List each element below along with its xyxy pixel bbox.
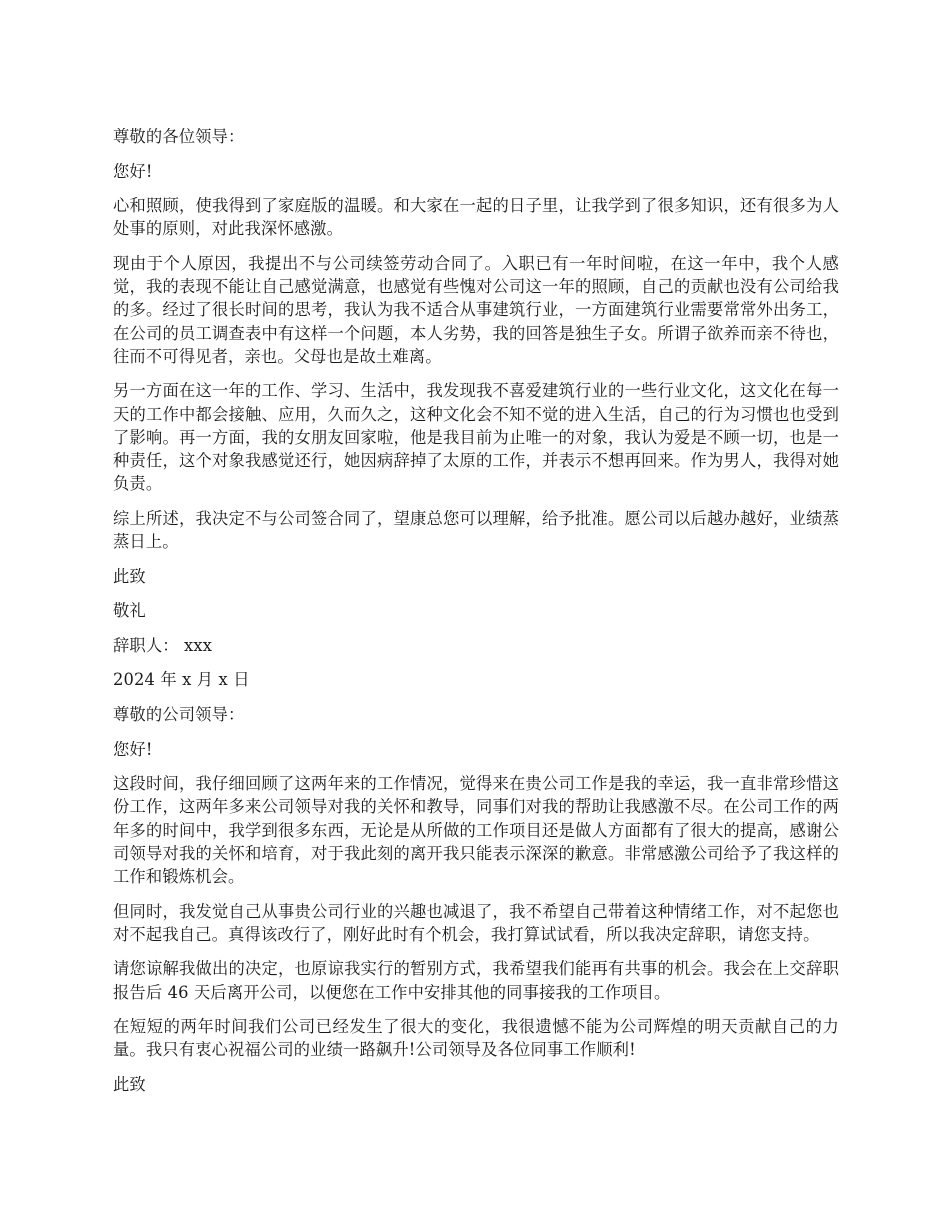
body-paragraph: 另一方面在这一年的工作、学习、生活中，我发现我不喜爱建筑行业的一些行业文化，这文化在每一天的工作中都会接触、应用，久而久之，这种文化会不知不觉的进入生活，自己的行为习惯也也受到了影响。再一方面，我的女朋友回家啦，他是我目前为止唯一的对象，我认为爱是不顾一切，也是一种责任，这个对象我感觉还行，她因病辞掉了太原的工作，并表示不想再回来。作为男人，我得对她负责。 <box>113 381 839 494</box>
salutation: 尊敬的公司领导： <box>113 704 245 724</box>
body-paragraph: 但同时，我发觉自己从事贵公司行业的兴趣也减退了，我不希望自己带着这种情绪工作，对不起您也对不起我自己。真得该改行了，刚好此时有个机会，我打算试试看，所以我决定辞职，请您支持。 <box>113 901 839 944</box>
closing-line: 此致 <box>113 566 146 586</box>
greeting: 您好! <box>113 161 153 181</box>
document-page <box>113 125 839 1108</box>
closing-line: 此致 <box>113 1074 146 1094</box>
salutation: 尊敬的各位领导： <box>113 127 245 146</box>
body-paragraph: 心和照顾，使我得到了家庭版的温暖。和大家在一起的日子里，让我学到了很多知识，还有很多为人处事的原则，对此我深怀感激。 <box>113 196 839 239</box>
greeting: 您好! <box>113 739 153 759</box>
body-paragraph: 在短短的两年时间我们公司已经发生了很大的变化，我很遗憾不能为公司辉煌的明天贡献自己的力量。我只有衷心祝福公司的业绩一路飙升!公司领导及各位同事工作顺利! <box>113 1017 839 1060</box>
body-paragraph: 这段时间，我仔细回顾了这两年来的工作情况，觉得来在贵公司工作是我的幸运，我一直非常珍惜这份工作，这两年多来公司领导对我的关怀和教导，同事们对我的帮助让我感激不尽。在公司工作的两年多的时间中，我学到很多东西，无论是从所做的工作项目还是做人方面都有了很大的提高，感谢公司领导对我的关怀和培育，对于我此刻的离开我只能表示深深的歉意。非常感激公司给予了我这样的工作和锻炼机会。 <box>113 774 839 886</box>
body-paragraph: 请您谅解我做出的决定，也原谅我实行的暂别方式，我希望我们能再有共事的机会。我会在上交辞职报告后 46 天后离开公司，以便您在工作中安排其他的同事接我的工作项目。 <box>113 959 839 1002</box>
signature: 辞职人： xxx <box>113 635 213 655</box>
closing-line: 敬礼 <box>113 601 146 621</box>
body-paragraph: 现由于个人原因，我提出不与公司续签劳动合同了。入职已有一年时间啦，在这一年中，我个人感觉，我的表现不能让自己感觉满意，也感觉有些愧对公司这一年的照顾，自己的贡献也没有公司给我的多。经过了很长时间的思考，我认为我不适合从事建筑行业，一方面建筑行业需要常常外出务工，在公司的员工调查表中有这样一个问题，本人劣势，我的回答是独生子女。所谓子欲养而亲不待也，往而不可得见者，亲也。父母也是故土难离。 <box>113 253 839 366</box>
body-paragraph: 综上所述，我决定不与公司签合同了，望康总您可以理解，给予批准。愿公司以后越办越好，业绩蒸蒸日上。 <box>113 508 839 551</box>
date: 2024 年 x 月 x 日 <box>113 670 250 690</box>
